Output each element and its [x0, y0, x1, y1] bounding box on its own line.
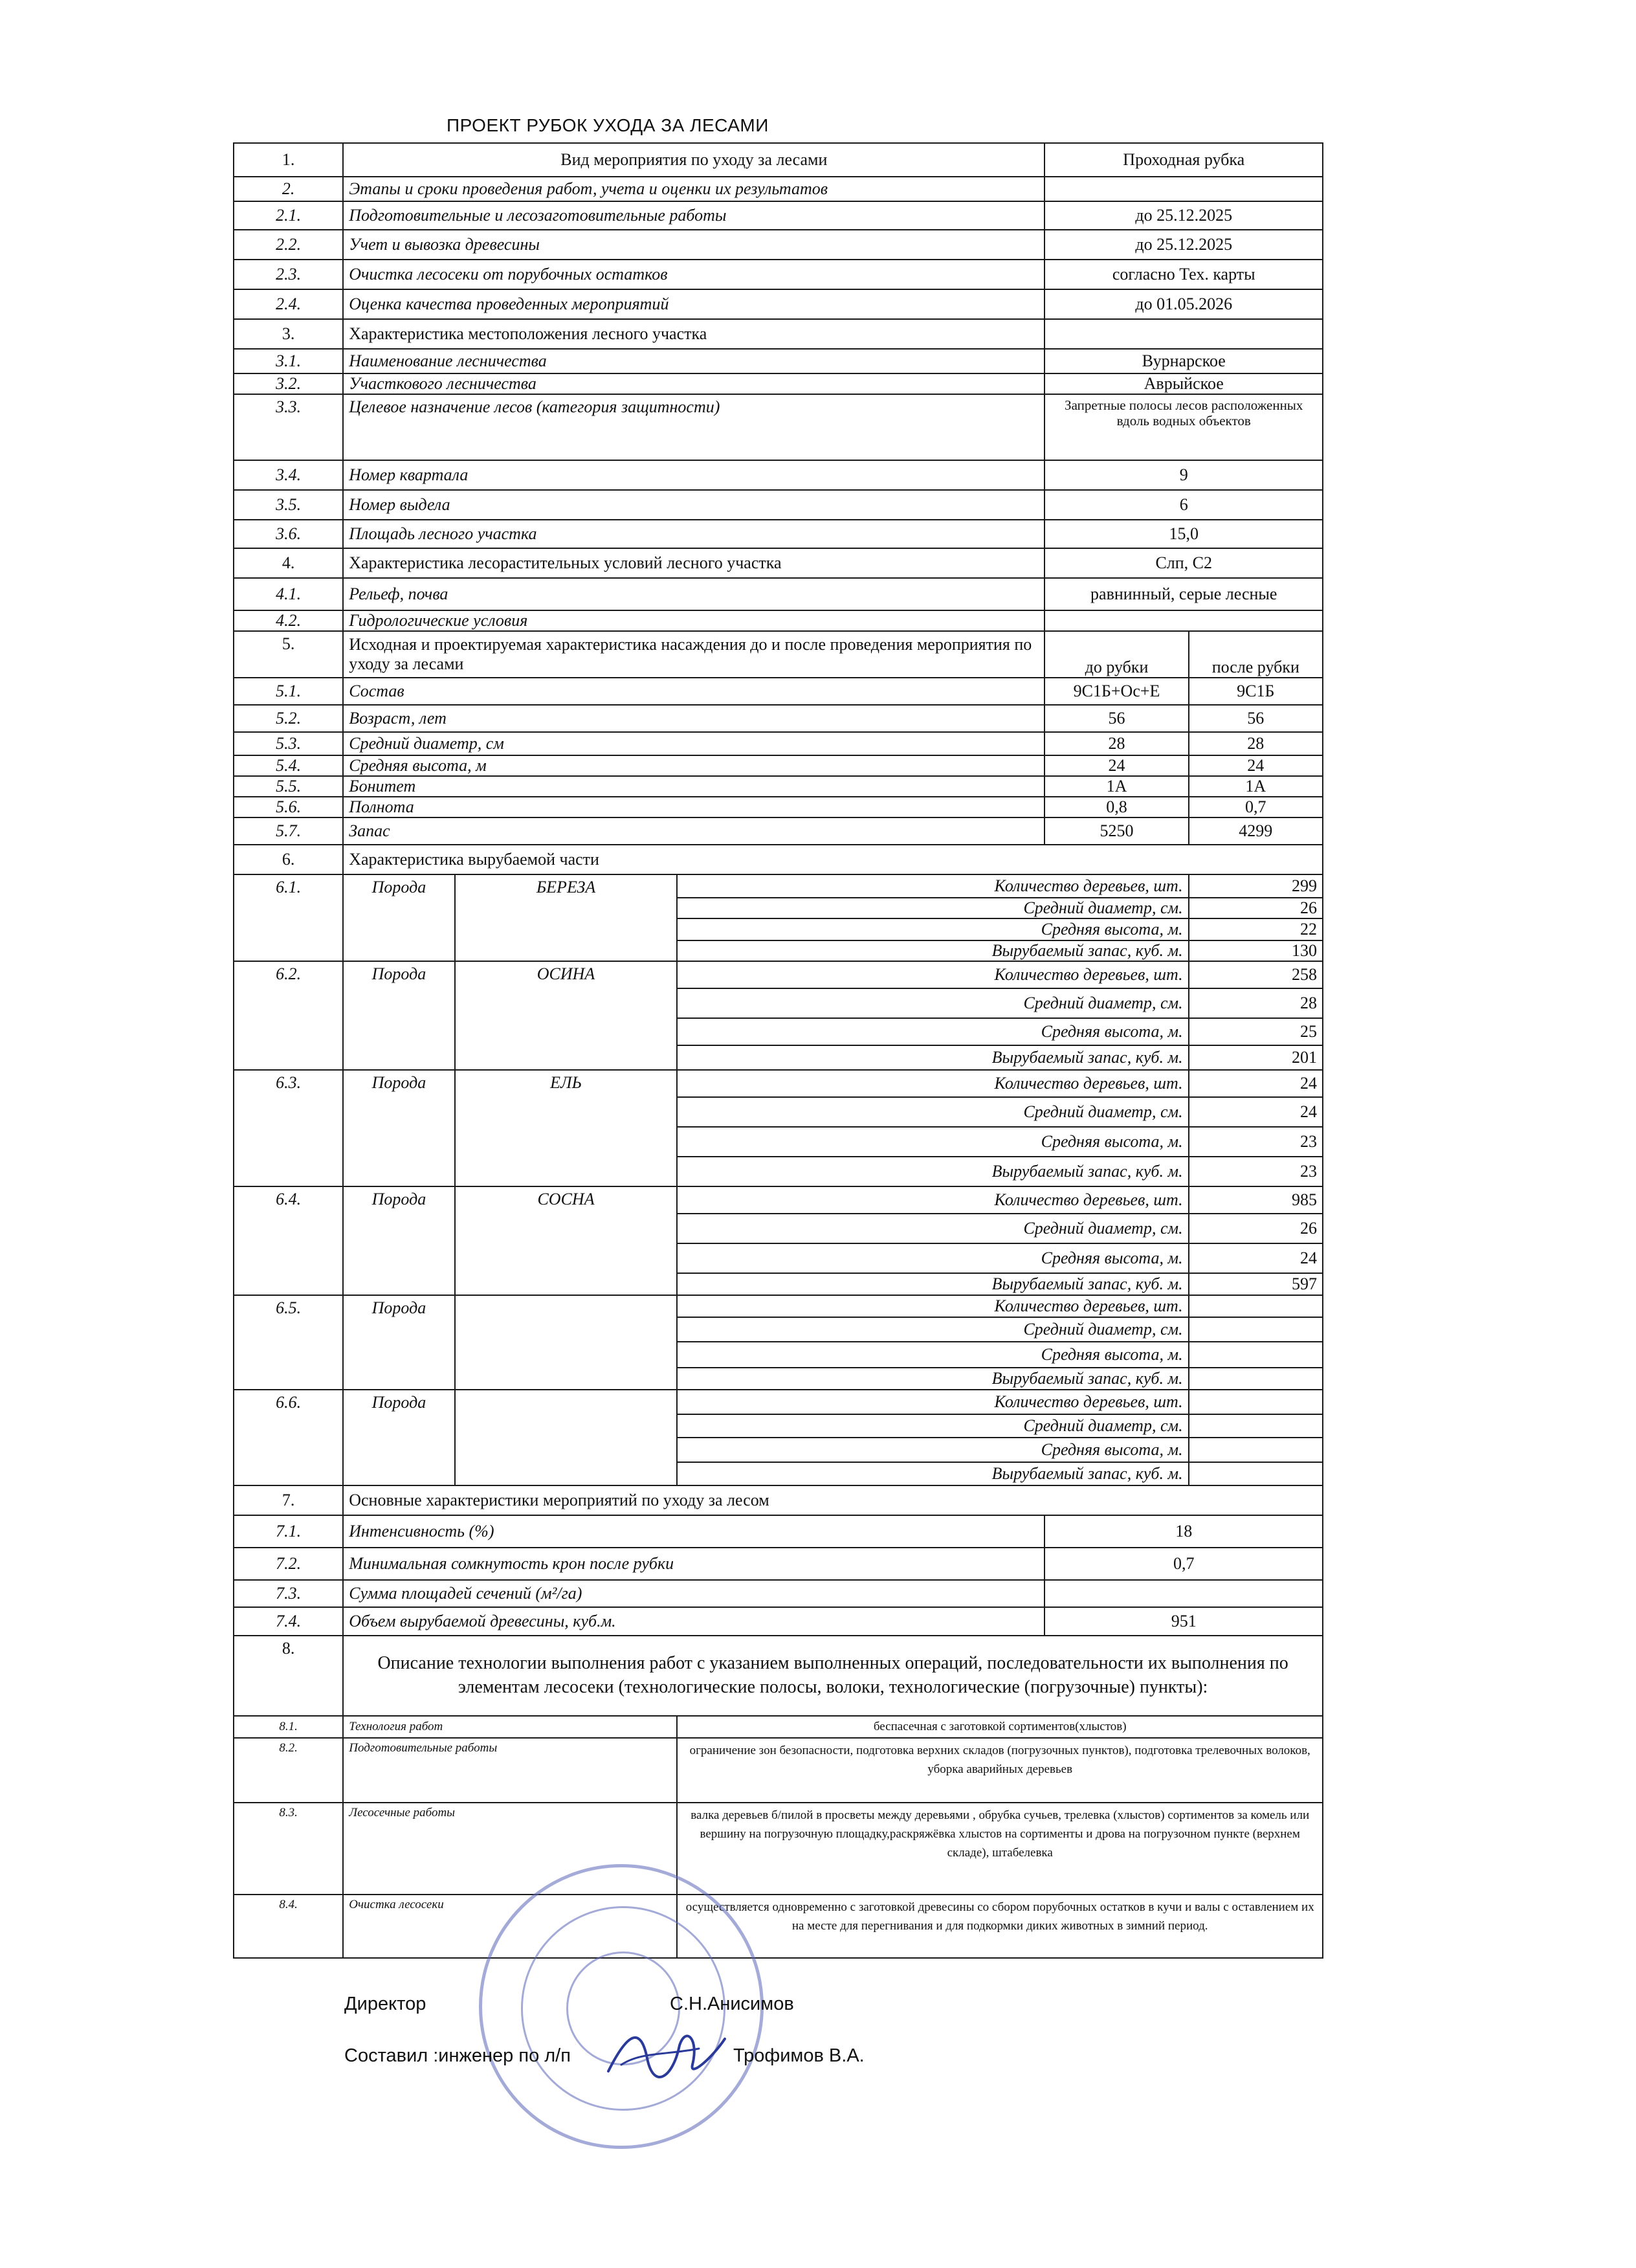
row-label: Описание технологии выполнения работ с указанием выполненных операций, последовательности их выполнения по элементам лесосеки (технологические полосы, волоки, технологические (погрузочные) пункты):: [343, 1636, 1323, 1716]
row-label: Технология работ: [343, 1716, 677, 1738]
row-num: 7.: [234, 1485, 343, 1515]
row-value: 18: [1045, 1515, 1323, 1548]
composer-label: Составил :инженер по л/п: [344, 2045, 571, 2066]
row-value: Вурнарское: [1045, 349, 1323, 373]
species-row-6-2: [234, 961, 1323, 988]
row-5-5: [234, 776, 1323, 797]
species-num: 6.5.: [234, 1295, 343, 1390]
row-8-3: [234, 1803, 1323, 1895]
species-row-6-3: [234, 1070, 1323, 1097]
row-num: 3.3.: [234, 394, 343, 460]
row-num: 5.6.: [234, 797, 343, 817]
row-num: 5.3.: [234, 732, 343, 755]
row-label: Наименование лесничества: [343, 349, 1045, 373]
row-label: Вид мероприятия по уходу за лесами: [343, 143, 1045, 177]
species-param-label: Количество деревьев, шт.: [677, 1070, 1188, 1097]
row-5-3: [234, 732, 1323, 755]
row-2-4: [234, 289, 1323, 319]
row-value: [1045, 610, 1323, 631]
row-8-2: [234, 1738, 1323, 1803]
row-value: валка деревьев б/пилой в просветы между деревьями , обрубка сучьев, трелевка (хлыстов) сортиментов за комель или вершину на погрузочную площадку,раскряжёвка хлыстов на сортименты и дрова на погрузочном пункте (верхнем складе), штабелевка: [677, 1803, 1323, 1895]
row-3-4: [234, 460, 1323, 490]
before-value: 9С1Б+Ос+Е: [1045, 678, 1188, 705]
species-param-value: 597: [1189, 1273, 1323, 1295]
before-value: 24: [1045, 755, 1188, 776]
row-3: [234, 319, 1323, 349]
species-param-label: Средняя высота, м.: [677, 1438, 1188, 1462]
row-value: согласно Тех. карты: [1045, 260, 1323, 289]
species-param-value: 130: [1189, 940, 1323, 961]
row-2: [234, 177, 1323, 201]
species-param-label: Вырубаемый запас, куб. м.: [677, 1273, 1188, 1295]
row-num: 8.: [234, 1636, 343, 1716]
species-param-label: Средний диаметр, см.: [677, 898, 1188, 918]
row-label: Исходная и проектируемая характеристика насаждения до и после проведения мероприятия по уходу за лесами: [343, 631, 1045, 678]
species-param-value: 24: [1189, 1097, 1323, 1127]
species-name: ЕЛЬ: [455, 1070, 678, 1186]
row-num: 3.4.: [234, 460, 343, 490]
row-label: Характеристика вырубаемой части: [343, 845, 1323, 874]
row-label: Целевое назначение лесов (категория защитности): [343, 394, 1045, 460]
row-label: Этапы и сроки проведения работ, учета и оценки их результатов: [343, 177, 1045, 201]
after-value: 56: [1189, 705, 1323, 732]
row-label: Объем вырубаемой древесины, куб.м.: [343, 1607, 1045, 1636]
row-8: [234, 1636, 1323, 1716]
row-num: 8.3.: [234, 1803, 343, 1895]
species-num: 6.6.: [234, 1390, 343, 1485]
after-value: 4299: [1189, 817, 1323, 845]
row-value: Аврыйское: [1045, 373, 1323, 394]
signature-icon: [602, 2019, 731, 2091]
row-num: 4.2.: [234, 610, 343, 631]
species-param-label: Количество деревьев, шт.: [677, 961, 1188, 988]
row-label: Возраст, лет: [343, 705, 1045, 732]
row-label: Средняя высота, м: [343, 755, 1045, 776]
species-param-label: Средняя высота, м.: [677, 1243, 1188, 1273]
species-row-6-6: [234, 1390, 1323, 1414]
row-value: ограничение зон безопасности, подготовка верхних складов (погрузочных пунктов), подготовка трелевочных волоков, уборка аварийных деревьев: [677, 1738, 1323, 1803]
row-value: [1045, 319, 1323, 349]
row-num: 3.1.: [234, 349, 343, 373]
row-num: 7.1.: [234, 1515, 343, 1548]
species-row-6-1: [234, 874, 1323, 898]
row-3-5: [234, 490, 1323, 520]
species-poroda: Порода: [343, 874, 454, 961]
after-header: после рубки: [1189, 631, 1323, 678]
species-row-6-4: [234, 1186, 1323, 1214]
row-value: 9: [1045, 460, 1323, 490]
row-num: 5.: [234, 631, 343, 678]
row-label: Бонитет: [343, 776, 1045, 797]
row-num: 2.4.: [234, 289, 343, 319]
species-param-label: Средний диаметр, см.: [677, 1097, 1188, 1127]
species-param-value: [1189, 1295, 1323, 1317]
row-num: 5.5.: [234, 776, 343, 797]
species-name: [455, 1295, 678, 1390]
species-param-value: [1189, 1438, 1323, 1462]
row-2-1: [234, 201, 1323, 230]
row-7-1: [234, 1515, 1323, 1548]
species-param-label: Количество деревьев, шт.: [677, 874, 1188, 898]
row-num: 4.: [234, 548, 343, 578]
row-label: Сумма площадей сечений (м²/га): [343, 1580, 1045, 1607]
species-param-value: 299: [1189, 874, 1323, 898]
species-param-label: Количество деревьев, шт.: [677, 1295, 1188, 1317]
before-value: 1А: [1045, 776, 1188, 797]
row-label: Участкового лесничества: [343, 373, 1045, 394]
species-param-value: 25: [1189, 1018, 1323, 1045]
row-value: [1045, 177, 1323, 201]
species-param-label: Вырубаемый запас, куб. м.: [677, 1462, 1188, 1485]
species-num: 6.2.: [234, 961, 343, 1070]
row-value: до 25.12.2025: [1045, 201, 1323, 230]
row-label: Запас: [343, 817, 1045, 845]
row-8-4: [234, 1895, 1323, 1958]
row-value: беспасечная с заготовкой сортиментов(хлыстов): [677, 1716, 1323, 1738]
row-num: 7.3.: [234, 1580, 343, 1607]
row-3-6: [234, 520, 1323, 548]
species-param-label: Вырубаемый запас, куб. м.: [677, 1368, 1188, 1390]
after-value: 1А: [1189, 776, 1323, 797]
row-4-2: [234, 610, 1323, 631]
species-param-value: 28: [1189, 988, 1323, 1018]
row-num: 7.4.: [234, 1607, 343, 1636]
row-num: 3.: [234, 319, 343, 349]
species-param-label: Средняя высота, м.: [677, 1127, 1188, 1157]
species-param-value: [1189, 1342, 1323, 1368]
row-label: Минимальная сомкнутость крон после рубки: [343, 1548, 1045, 1580]
row-value: Запретные полосы лесов расположенных вдоль водных объектов: [1045, 394, 1323, 460]
row-label: Номер выдела: [343, 490, 1045, 520]
row-num: 7.2.: [234, 1548, 343, 1580]
species-name: ОСИНА: [455, 961, 678, 1070]
species-param-label: Средний диаметр, см.: [677, 1414, 1188, 1438]
after-value: 0,7: [1189, 797, 1323, 817]
species-poroda: Порода: [343, 1070, 454, 1186]
row-num: 3.5.: [234, 490, 343, 520]
row-5-6: [234, 797, 1323, 817]
director-label: Директор: [344, 1994, 426, 2014]
row-4-1: [234, 578, 1323, 610]
species-row-6-5: [234, 1295, 1323, 1317]
row-num: 5.7.: [234, 817, 343, 845]
before-value: 28: [1045, 732, 1188, 755]
species-num: 6.1.: [234, 874, 343, 961]
species-param-value: 985: [1189, 1186, 1323, 1214]
row-num: 8.4.: [234, 1895, 343, 1958]
before-value: 5250: [1045, 817, 1188, 845]
species-param-label: Средняя высота, м.: [677, 1018, 1188, 1045]
row-value: [1045, 1580, 1323, 1607]
species-param-value: 23: [1189, 1127, 1323, 1157]
row-label: Подготовительные и лесозаготовительные работы: [343, 201, 1045, 230]
row-7: [234, 1485, 1323, 1515]
row-value: 0,7: [1045, 1548, 1323, 1580]
species-param-label: Вырубаемый запас, куб. м.: [677, 1045, 1188, 1070]
row-8-1: [234, 1716, 1323, 1738]
row-label: Состав: [343, 678, 1045, 705]
species-param-value: 26: [1189, 898, 1323, 918]
row-label: Очистка лесосеки от порубочных остатков: [343, 260, 1045, 289]
row-label: Основные характеристики мероприятий по уходу за лесом: [343, 1485, 1323, 1515]
species-param-value: [1189, 1317, 1323, 1342]
before-value: 0,8: [1045, 797, 1188, 817]
row-7-3: [234, 1580, 1323, 1607]
after-value: 9С1Б: [1189, 678, 1323, 705]
row-label: Рельеф, почва: [343, 578, 1045, 610]
row-2-2: [234, 230, 1323, 260]
species-param-label: Средняя высота, м.: [677, 918, 1188, 940]
row-num: 4.1.: [234, 578, 343, 610]
species-param-value: [1189, 1414, 1323, 1438]
row-value: Проходная рубка: [1045, 143, 1323, 177]
species-param-label: Количество деревьев, шт.: [677, 1390, 1188, 1414]
row-label: Оценка качества проведенных мероприятий: [343, 289, 1045, 319]
row-value: осуществляется одновременно с заготовкой древесины со сбором порубочных остатков в кучи и валы с оставлением их на месте для перегнивания и для подкормки диких животных в зимний период.: [677, 1895, 1323, 1958]
row-label: Гидрологические условия: [343, 610, 1045, 631]
row-value: до 01.05.2026: [1045, 289, 1323, 319]
species-param-value: 201: [1189, 1045, 1323, 1070]
row-num: 8.1.: [234, 1716, 343, 1738]
row-5-2: [234, 705, 1323, 732]
species-param-label: Вырубаемый запас, куб. м.: [677, 940, 1188, 961]
row-label: Характеристика лесорастительных условий лесного участка: [343, 548, 1045, 578]
row-2-3: [234, 260, 1323, 289]
before-value: 56: [1045, 705, 1188, 732]
document-title: ПРОЕКТ РУБОК УХОДА ЗА ЛЕСАМИ: [447, 115, 769, 135]
species-param-label: Средняя высота, м.: [677, 1342, 1188, 1368]
species-param-label: Средний диаметр, см.: [677, 988, 1188, 1018]
row-num: 2.1.: [234, 201, 343, 230]
species-param-label: Вырубаемый запас, куб. м.: [677, 1157, 1188, 1186]
row-label: Интенсивность (%): [343, 1515, 1045, 1548]
row-num: 2.: [234, 177, 343, 201]
row-6: [234, 845, 1323, 874]
species-param-label: Количество деревьев, шт.: [677, 1186, 1188, 1214]
row-label: Учет и вывозка древесины: [343, 230, 1045, 260]
row-num: 5.4.: [234, 755, 343, 776]
species-param-value: 24: [1189, 1243, 1323, 1273]
row-num: 8.2.: [234, 1738, 343, 1803]
row-label: Площадь лесного участка: [343, 520, 1045, 548]
row-label: Характеристика местоположения лесного участка: [343, 319, 1045, 349]
composer-name: Трофимов В.А.: [733, 2045, 865, 2066]
species-name: СОСНА: [455, 1186, 678, 1295]
row-label: Очистка лесосеки: [343, 1895, 677, 1958]
species-poroda: Порода: [343, 1186, 454, 1295]
row-7-2: [234, 1548, 1323, 1580]
row-num: 3.6.: [234, 520, 343, 548]
row-1: [234, 143, 1323, 177]
row-3-1: [234, 349, 1323, 373]
row-3-3: [234, 394, 1323, 460]
row-3-2: [234, 373, 1323, 394]
row-value: Слп, С2: [1045, 548, 1323, 578]
species-param-value: 22: [1189, 918, 1323, 940]
row-num: 3.2.: [234, 373, 343, 394]
species-param-value: 26: [1189, 1214, 1323, 1243]
row-label: Средний диаметр, см: [343, 732, 1045, 755]
species-param-value: [1189, 1368, 1323, 1390]
species-poroda: Порода: [343, 961, 454, 1070]
row-5: [234, 631, 1323, 678]
species-param-value: [1189, 1390, 1323, 1414]
row-num: 2.3.: [234, 260, 343, 289]
row-label: Подготовительные работы: [343, 1738, 677, 1803]
row-label: Лесосечные работы: [343, 1803, 677, 1895]
row-value: 6: [1045, 490, 1323, 520]
row-num: 6.: [234, 845, 343, 874]
row-value: 15,0: [1045, 520, 1323, 548]
species-poroda: Порода: [343, 1390, 454, 1485]
species-name: [455, 1390, 678, 1485]
row-value: до 25.12.2025: [1045, 230, 1323, 260]
row-label: Номер квартала: [343, 460, 1045, 490]
row-num: 1.: [234, 143, 343, 177]
after-value: 28: [1189, 732, 1323, 755]
species-poroda: Порода: [343, 1295, 454, 1390]
row-5-7: [234, 817, 1323, 845]
species-param-value: 24: [1189, 1070, 1323, 1097]
species-param-label: Средний диаметр, см.: [677, 1317, 1188, 1342]
after-value: 24: [1189, 755, 1323, 776]
row-num: 2.2.: [234, 230, 343, 260]
row-num: 5.2.: [234, 705, 343, 732]
species-param-value: [1189, 1462, 1323, 1485]
row-5-4: [234, 755, 1323, 776]
species-num: 6.3.: [234, 1070, 343, 1186]
row-7-4: [234, 1607, 1323, 1636]
row-label: Полнота: [343, 797, 1045, 817]
species-param-value: 23: [1189, 1157, 1323, 1186]
row-5-1: [234, 678, 1323, 705]
row-value: 951: [1045, 1607, 1323, 1636]
species-name: БЕРЕЗА: [455, 874, 678, 961]
species-param-value: 258: [1189, 961, 1323, 988]
species-num: 6.4.: [234, 1186, 343, 1295]
row-num: 5.1.: [234, 678, 343, 705]
director-name: С.Н.Анисимов: [670, 1994, 794, 2014]
row-4: [234, 548, 1323, 578]
forest-care-table: [233, 142, 1323, 1959]
species-param-label: Средний диаметр, см.: [677, 1214, 1188, 1243]
before-header: до рубки: [1045, 631, 1188, 678]
row-value: равнинный, серые лесные: [1045, 578, 1323, 610]
